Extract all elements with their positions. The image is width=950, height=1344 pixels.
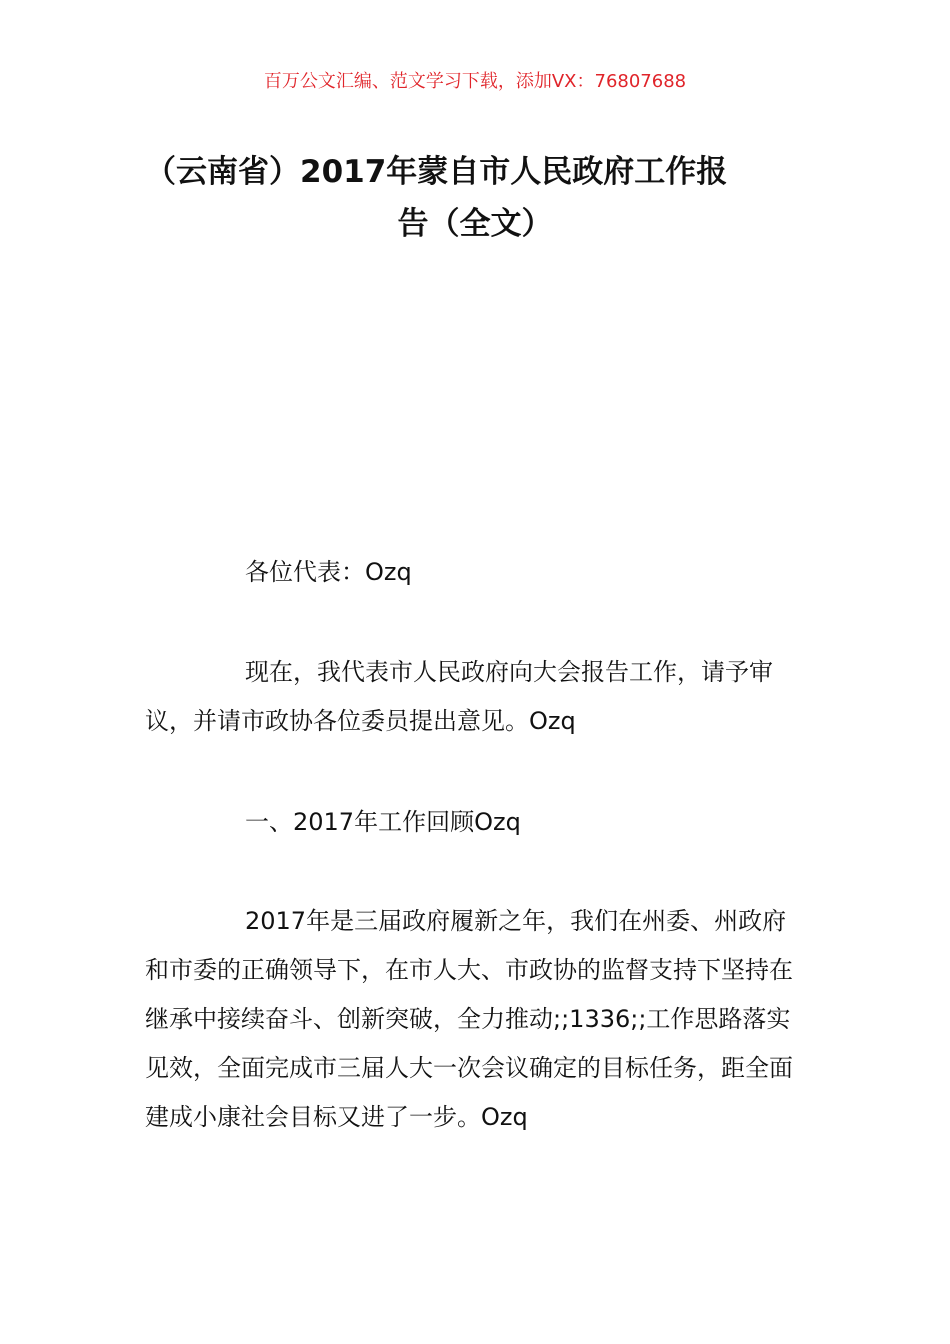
review-paragraph: 2017年是三届政府履新之年，我们在州委、州政府和市委的正确领导下，在市人大、市政协的监督支持下坚持在继承中接续奋斗、创新突破，全力推动;;1336;;工作思路落实见效，全面完成市三届人大一次会议确定的目标任务，距全面建成小康社会目标又进了一步。Ozq <box>145 907 793 1131</box>
intro-paragraph: 现在，我代表市人民政府向大会报告工作，请予审议，并请市政协各位委员提出意见。Ozq <box>145 658 773 735</box>
document-title <box>145 146 805 250</box>
document-title-line-1: （云南省）2017年蒙自市人民政府工作报 <box>145 154 728 190</box>
salutation-paragraph: 各位代表：Ozq <box>245 558 412 586</box>
section-heading-paragraph: 一、2017年工作回顾Ozq <box>245 808 521 836</box>
header-promo-note: 百万公文汇编、范文学习下载，添加VX：76807688 <box>263 71 687 92</box>
document-title-line-2: 告（全文） <box>397 206 553 242</box>
